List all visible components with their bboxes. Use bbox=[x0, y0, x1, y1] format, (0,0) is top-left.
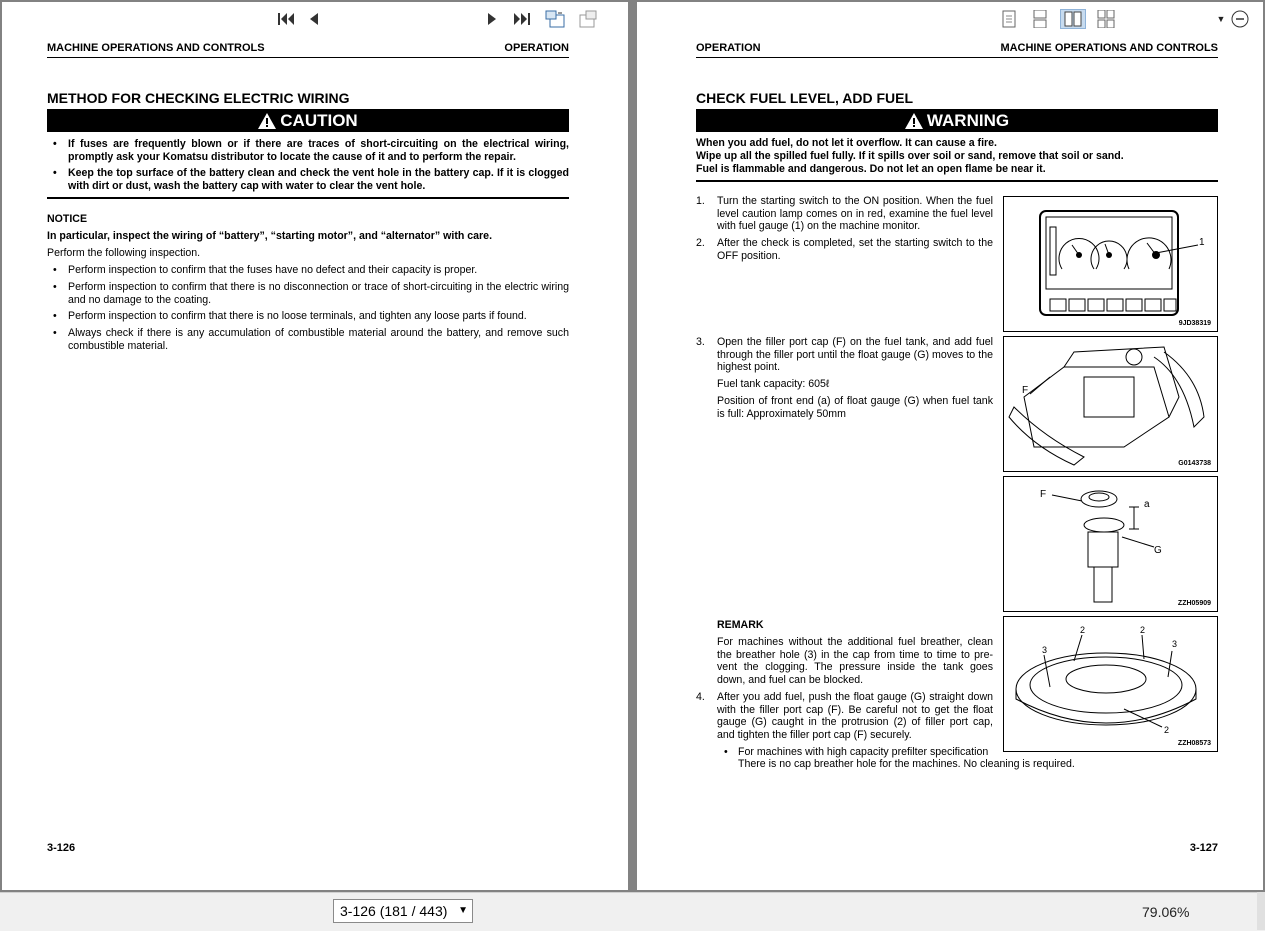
toolbar-edge bbox=[1257, 892, 1265, 930]
left-page bbox=[2, 2, 628, 890]
caution-item: • Keep the top surface of the battery clean and check the vent hole in the battery cap. If it is clogged with dirt or dust, wash the battery cap with water to clear the vent hole. bbox=[53, 167, 569, 192]
notice-item: • Perform inspection to confirm that there is no loose terminals, and tighten any loose parts if found. bbox=[53, 310, 527, 322]
float-position-note: Position of front end (a) of float gauge (G) when fuel tank is full: Approximately 50mm bbox=[717, 395, 993, 420]
figure-label: 2 bbox=[1164, 725, 1170, 735]
header-left: OPERATION bbox=[696, 42, 761, 54]
header-left: MACHINE OPERATIONS AND CONTROLS bbox=[47, 42, 265, 54]
warning-triangle-icon bbox=[905, 113, 923, 129]
figure-label: a bbox=[1144, 499, 1150, 510]
figure-caption: ZZH05909 bbox=[1177, 600, 1211, 607]
viewer-toolbar bbox=[0, 892, 1265, 931]
figure-label: 3 bbox=[1172, 639, 1178, 649]
step-4: 4. After you add fuel, push the float gauge (G) straight down with the filler port cap (F). Be careful not to get the float gauge (G) caught in the protrusion (2) of filler port cap, and tighten the filler port cap (F) securely. bbox=[696, 691, 993, 742]
notice-item: • Perform inspection to confirm that the fuses have no defect and their capacity is proper. bbox=[53, 264, 478, 276]
figure-label: G bbox=[1154, 545, 1162, 556]
zoom-dropdown-icon[interactable]: ▼ bbox=[1216, 14, 1226, 24]
remark-text: For machines without the additional fuel breather, clean the breather hole (3) in the cap from time to time to pre-vent the clogging. The pressure inside the tank goes down, and fuel can be blocked. bbox=[717, 636, 993, 687]
figure-float-gauge bbox=[1003, 476, 1218, 612]
header-right: MACHINE OPERATIONS AND CONTROLS bbox=[1000, 42, 1218, 54]
notice-intro: Perform the following inspection. bbox=[47, 247, 201, 259]
caution-label: CAUTION bbox=[280, 110, 358, 130]
previous-page-icon[interactable] bbox=[306, 9, 322, 29]
warning-line: Wipe up all the spilled fuel fully. If it spills over soil or sand, remove that soil or sand. bbox=[696, 150, 1124, 162]
caution-item: • If fuses are frequently blown or if there are traces of short-circuiting on the electrical wiring, promptly ask your Komatsu distributor to locate the cause of it and to perform the repair. bbox=[53, 138, 569, 163]
step-1: 1. Turn the starting switch to the ON position. When the fuel level caution lamp comes on in red, examine the fuel level with fuel gauge (1) on the machine monitor. bbox=[696, 195, 993, 233]
single-page-icon[interactable] bbox=[999, 9, 1019, 29]
facing-icon[interactable] bbox=[1060, 9, 1086, 29]
header-right: OPERATION bbox=[504, 42, 569, 54]
last-page-icon[interactable] bbox=[511, 9, 533, 29]
continuous-icon[interactable] bbox=[1030, 9, 1050, 29]
page-number: 3-127 bbox=[1189, 842, 1218, 854]
notice-title: NOTICE bbox=[47, 213, 88, 225]
sub-bullet-note: There is no cap breather hole for the machines. No cleaning is required. bbox=[738, 758, 1075, 770]
figure-label: 2 bbox=[1140, 625, 1146, 635]
figure-fuel-tank bbox=[1003, 336, 1218, 472]
chevron-down-icon: ▼ bbox=[458, 905, 468, 916]
cap-breather-illustration bbox=[1004, 617, 1217, 751]
page-number: 3-126 bbox=[47, 842, 76, 854]
figure-cap-breather bbox=[1003, 616, 1218, 752]
first-page-icon[interactable] bbox=[276, 9, 296, 29]
header-rule bbox=[47, 57, 569, 58]
notice-item: • Always check if there is any accumulation of combustible material around the battery, and remove such combustible material. bbox=[53, 327, 569, 352]
page-selector-value: 3-126 (181 / 443) bbox=[340, 903, 448, 919]
notice-bold: In particular, inspect the wiring of “battery”, “starting motor”, and “alternator” with care. bbox=[47, 230, 493, 242]
next-view-icon[interactable] bbox=[578, 9, 600, 29]
step-3: 3. Open the filler port cap (F) on the fuel tank, and add fuel through the filler port until the float gauge (G) moves to the highest point. bbox=[696, 336, 993, 374]
zoom-out-icon[interactable] bbox=[1230, 9, 1250, 29]
figure-caption: G0143738 bbox=[1178, 460, 1211, 467]
machine-monitor-illustration bbox=[1004, 197, 1217, 331]
figure-caption: ZZH08573 bbox=[1177, 740, 1211, 747]
step-2: 2. After the check is completed, set the starting switch to the OFF position. bbox=[696, 237, 993, 262]
page-selector[interactable] bbox=[333, 899, 473, 923]
notice-item: • Perform inspection to confirm that there is no disconnection or trace of short-circuiting in the electric wiring and no damage to the coating. bbox=[53, 281, 569, 306]
right-page bbox=[637, 2, 1263, 890]
section-title: METHOD FOR CHECKING ELECTRIC WIRING bbox=[47, 90, 350, 106]
zoom-level[interactable]: 79.06% bbox=[1142, 904, 1190, 920]
remark-title: REMARK bbox=[717, 619, 764, 631]
warning-rule bbox=[696, 180, 1218, 182]
fuel-tank-illustration bbox=[1004, 337, 1217, 471]
figure-label: F bbox=[1022, 385, 1029, 396]
continuous-facing-icon[interactable] bbox=[1094, 9, 1118, 29]
section-title: CHECK FUEL LEVEL, ADD FUEL bbox=[696, 90, 914, 106]
figure-label: 3 bbox=[1042, 645, 1048, 655]
figure-caption: 9JD38319 bbox=[1178, 320, 1211, 327]
caution-banner bbox=[47, 109, 569, 132]
warning-line: When you add fuel, do not let it overflow. It can cause a fire. bbox=[696, 137, 997, 149]
next-page-icon[interactable] bbox=[484, 9, 500, 29]
header-rule bbox=[696, 57, 1218, 58]
float-gauge-illustration bbox=[1004, 477, 1217, 611]
figure-label: F bbox=[1040, 489, 1047, 500]
warning-line: Fuel is flammable and dangerous. Do not let an open flame be near it. bbox=[696, 163, 1046, 175]
warning-banner bbox=[696, 109, 1218, 132]
sub-bullet: • For machines with high capacity prefilter specification bbox=[724, 746, 989, 758]
figure-label: 2 bbox=[1080, 625, 1086, 635]
warning-triangle-icon bbox=[258, 113, 276, 129]
caution-rule bbox=[47, 197, 569, 199]
previous-view-icon[interactable] bbox=[544, 9, 566, 29]
fuel-capacity: Fuel tank capacity: 605ℓ bbox=[717, 378, 830, 390]
warning-label: WARNING bbox=[926, 110, 1010, 130]
figure-machine-monitor: 1 9JD38319 bbox=[1003, 196, 1218, 332]
